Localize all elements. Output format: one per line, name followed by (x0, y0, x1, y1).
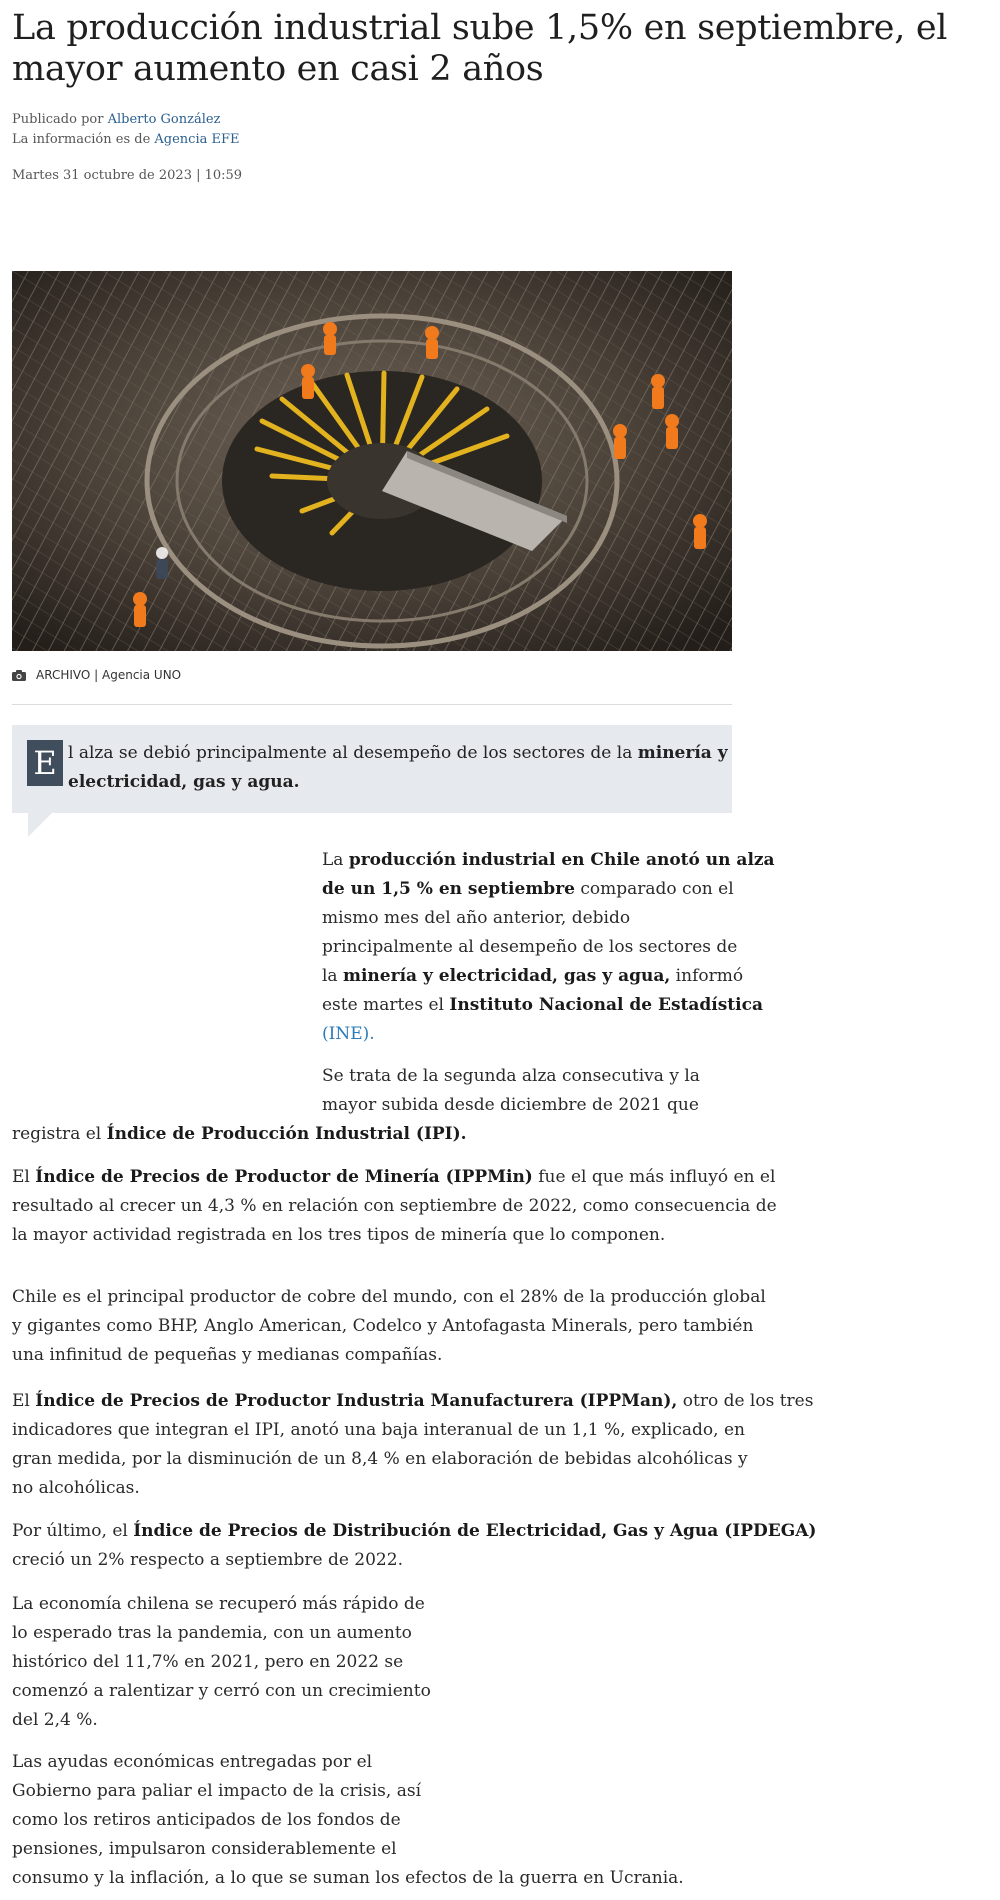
bold-text: producción industrial en Chile anotó un alza (348, 850, 775, 870)
hero-image (12, 271, 732, 651)
byline-label: Publicado por (12, 112, 104, 127)
text-line: histórico del 11,7% en 2021, pero en 2022 se (12, 1652, 404, 1672)
text-line: La economía chilena se recuperó más rápido de (12, 1594, 425, 1614)
text-line: lo esperado tras la pandemia, con un aumento (12, 1623, 412, 1643)
text-line: resultado al crecer un 4,3 % en relación con septiembre de 2022, como consecuencia de (12, 1196, 777, 1216)
text-line: Las ayudas económicas entregadas por el (12, 1752, 373, 1772)
text: informó (670, 966, 744, 986)
text-line: como los retiros anticipados de los fondos de (12, 1810, 401, 1830)
caption-text: ARCHIVO | Agencia UNO (36, 668, 182, 682)
ine-link[interactable]: (INE). (322, 1024, 375, 1044)
text-line: no alcohólicas. (12, 1478, 140, 1498)
text-line: principalmente al desempeño de los sectores de (322, 937, 738, 957)
author-link[interactable]: Alberto González (107, 112, 221, 127)
paragraph-7 (12, 1590, 432, 1735)
paragraph-4 (12, 1283, 766, 1370)
text-line: mismo mes del año anterior, debido (322, 908, 631, 928)
text-line: comenzó a ralentizar y cerró con un crecimiento (12, 1681, 431, 1701)
text: fue el que más influyó en el (532, 1167, 776, 1187)
image-caption (12, 668, 181, 684)
text: La (322, 850, 349, 870)
text-line: indicadores que integran el IPI, anotó una baja interanual de un 1,1 %, explicado, en (12, 1420, 745, 1440)
paragraph-2-continued (12, 1120, 732, 1149)
bold-text: minería y electricidad, gas y agua, (342, 966, 671, 986)
source-link[interactable]: Agencia EFE (154, 132, 240, 147)
paragraph-2 (322, 1062, 732, 1120)
paragraph-8 (12, 1748, 732, 1893)
paragraph-1 (322, 846, 775, 1049)
lead-text-bold-2: electricidad, gas y agua. (68, 772, 300, 792)
dropcap: E (27, 740, 63, 786)
source-label: La información es de (12, 132, 151, 147)
paragraph-3 (12, 1163, 777, 1250)
text-line: del 2,4 %. (12, 1710, 98, 1730)
divider (12, 704, 732, 705)
text-line: consumo y la inflación, a lo que se suman los efectos de la guerra en Ucrania. (12, 1868, 684, 1888)
camera-icon (12, 670, 26, 684)
paragraph-6 (12, 1517, 817, 1575)
bold-text: de un 1,5 % en septiembre (322, 879, 575, 899)
lead-text (68, 739, 728, 797)
text: comparado con el (574, 879, 734, 899)
text-line: la mayor actividad registrada en los tres tipos de minería que lo componen. (12, 1225, 666, 1245)
publish-date: Martes 31 octubre de 2023 | 10:59 (12, 168, 243, 183)
headline: La producción industrial sube 1,5% en septiembre, el mayor aumento en casi 2 años (12, 8, 948, 89)
text-line: y gigantes como BHP, Anglo American, Codelco y Antofagasta Minerals, pero también (12, 1316, 754, 1336)
text: este martes el (322, 995, 450, 1015)
text-line: Gobierno para paliar el impacto de la crisis, así (12, 1781, 422, 1801)
text-line: Se trata de la segunda alza consecutiva y la (322, 1066, 700, 1086)
lead-text-plain: l alza se debió principalmente al desempeño de los sectores de la (68, 743, 633, 763)
source-line (12, 130, 240, 150)
text: El (12, 1167, 36, 1187)
text: registra el (12, 1124, 107, 1144)
paragraph-5 (12, 1387, 814, 1503)
bold-text: Índice de Producción Industrial (IPI). (106, 1124, 467, 1144)
bold-text: Índice de Precios de Productor de Minería (IPPMin) (35, 1167, 533, 1187)
lead-box-tail (28, 813, 52, 837)
text: otro de los tres (677, 1391, 814, 1411)
text: la (322, 966, 343, 986)
text: El (12, 1391, 36, 1411)
bold-text: Instituto Nacional de Estadística (449, 995, 763, 1015)
text-line: creció un 2% respecto a septiembre de 2022. (12, 1550, 403, 1570)
text-line: gran medida, por la disminución de un 8,4 % en elaboración de bebidas alcohólicas y (12, 1449, 748, 1469)
bold-text: Índice de Precios de Productor Industria Manufacturera (IPPMan), (35, 1391, 678, 1411)
byline (12, 110, 220, 130)
text-line: mayor subida desde diciembre de 2021 que (322, 1095, 699, 1115)
lead-text-bold: minería y (637, 743, 728, 763)
text-line: Chile es el principal productor de cobre del mundo, con el 28% de la producción global (12, 1287, 766, 1307)
text-line: pensiones, impulsaron considerablemente el (12, 1839, 397, 1859)
hero-image-illustration (12, 271, 732, 651)
bold-text: Índice de Precios de Distribución de Electricidad, Gas y Agua (IPDEGA) (133, 1521, 817, 1541)
text-line: una infinitud de pequeñas y medianas compañías. (12, 1345, 443, 1365)
text: Por último, el (12, 1521, 134, 1541)
